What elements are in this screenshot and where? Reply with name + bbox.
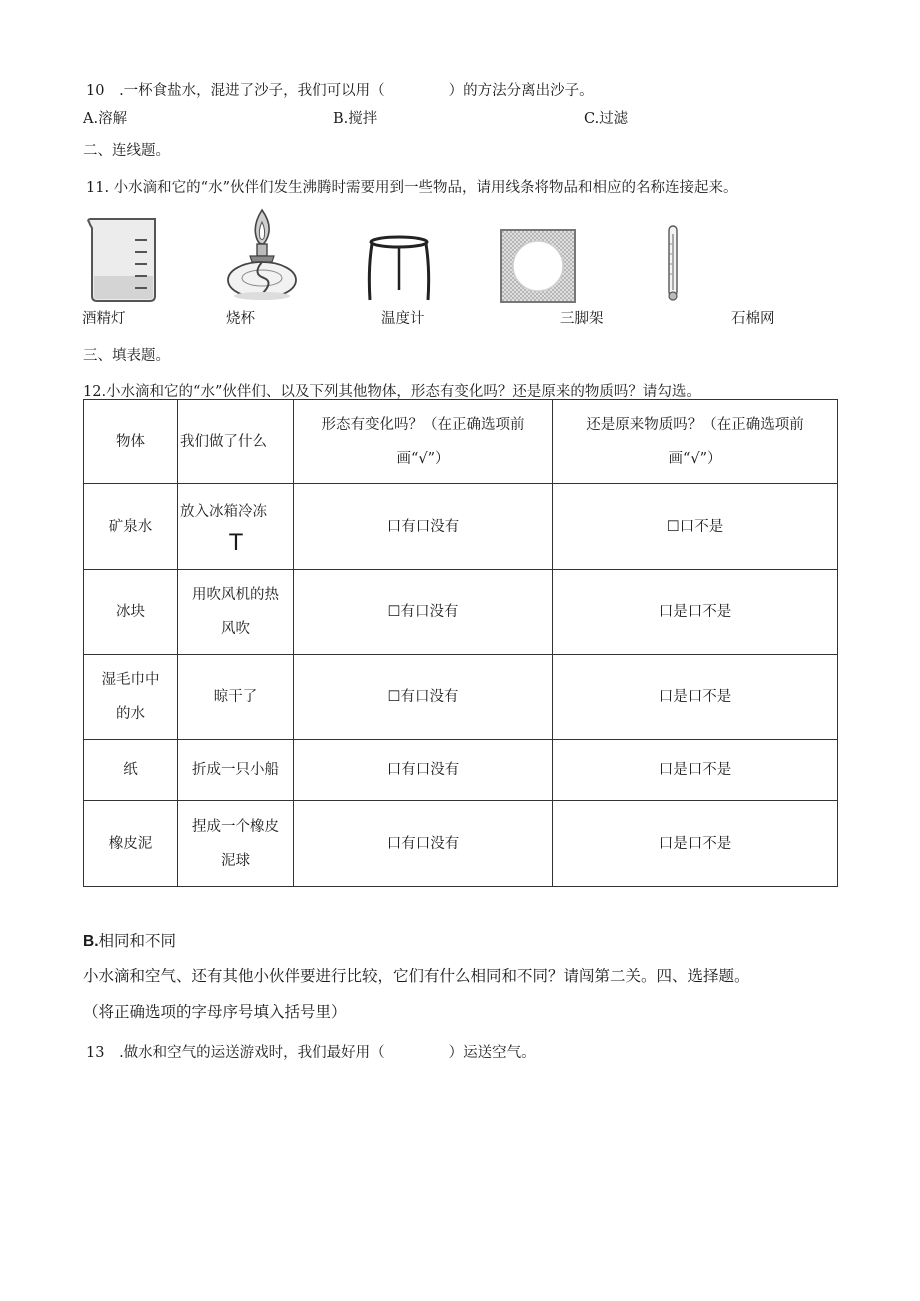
shape-checkboxes[interactable]: 口有口没有 — [294, 801, 553, 887]
table-header-row — [84, 400, 838, 484]
row-action — [178, 484, 294, 570]
question-number: 13 — [86, 1045, 105, 1061]
question-text: .一杯食盐水，混进了沙子，我们可以用（ — [119, 83, 385, 99]
row-action — [178, 801, 294, 887]
row-object: 矿泉水 — [84, 484, 178, 570]
row-object: 纸 — [84, 740, 178, 801]
question-12: 12.小水滴和它的“水”伙伴们、以及下列其他物体，形态有变化吗？还是原来的物质吗？请勾选。 — [83, 384, 701, 400]
table-row — [84, 740, 838, 801]
label-thermometer[interactable]: 温度计 — [381, 311, 425, 327]
table-row — [84, 570, 838, 655]
row-object: 冰块 — [84, 570, 178, 655]
instruction-note: （将正确选项的字母序号填入括号里） — [83, 1003, 347, 1021]
label-tripod[interactable]: 三脚架 — [560, 311, 604, 327]
table-row — [84, 484, 838, 570]
option-c[interactable]: C.过滤 — [584, 111, 629, 127]
question-11: 11. 小水滴和它的“水”伙伴们发生沸腾时需要用到一些物品，请用线条将物品和相应的名称连接起来。 — [86, 180, 738, 196]
section-2-title: 二、连线题。 — [83, 143, 170, 159]
header-object: 物体 — [84, 400, 178, 484]
row-object: 橡皮泥 — [84, 801, 178, 887]
shape-checkboxes[interactable]: 口有口没有 — [294, 484, 553, 570]
question-10 — [86, 79, 594, 100]
option-a[interactable]: A.溶解 — [83, 111, 128, 127]
substance-checkboxes[interactable]: 口是口不是 — [553, 740, 838, 801]
header-substance-line2: 画“√”） — [668, 450, 722, 467]
row-action-line2: 泥球 — [221, 852, 250, 869]
section-b-title — [83, 929, 176, 951]
question-text: .做水和空气的运送游戏时，我们最好用（ — [119, 1045, 385, 1061]
beaker-icon[interactable] — [85, 216, 163, 304]
row-action-line1: 用吹风机的热 — [192, 587, 279, 603]
shape-checkboxes[interactable]: ☐有口没有 — [294, 655, 553, 740]
header-substance — [553, 400, 838, 484]
table-row — [84, 655, 838, 740]
question-text-end: ）运送空气。 — [448, 1045, 536, 1061]
shape-checkboxes[interactable]: 口有口没有 — [294, 740, 553, 801]
row-object-line1: 湿毛巾中 — [101, 672, 160, 688]
question-13 — [86, 1041, 536, 1062]
section-b-label: B. — [83, 933, 99, 950]
row-action-line1: 捏成一个橡皮 — [192, 818, 279, 835]
row-action-line2: T — [229, 530, 243, 556]
label-wire-gauze[interactable]: 石棉网 — [731, 311, 775, 327]
header-shape — [294, 400, 553, 484]
row-action-line1: 放入冰箱冷冻 — [180, 503, 267, 520]
substance-checkboxes[interactable]: ☐口不是 — [553, 484, 838, 570]
substance-checkboxes[interactable]: 口是口不是 — [553, 570, 838, 655]
substance-checkboxes[interactable]: 口是口不是 — [553, 655, 838, 740]
label-alcohol-lamp[interactable]: 酒精灯 — [82, 311, 126, 327]
section-3-title: 三、填表题。 — [83, 348, 170, 364]
row-action: 折成一只小船 — [178, 740, 294, 801]
header-shape-line2: 画“√”） — [396, 450, 450, 467]
answer-table — [83, 399, 838, 887]
table-row — [84, 801, 838, 887]
option-b[interactable]: B.搅拌 — [333, 111, 378, 127]
thermometer-icon[interactable] — [665, 224, 681, 304]
substance-checkboxes[interactable]: 口是口不是 — [553, 801, 838, 887]
question-text-end: ）的方法分离出沙子。 — [448, 83, 594, 99]
row-object-line2: 的水 — [116, 706, 145, 722]
row-action: 晾干了 — [178, 655, 294, 740]
header-substance-line1: 还是原来物质吗？（在正确选项前 — [586, 416, 804, 433]
shape-checkboxes[interactable]: ☐有口没有 — [294, 570, 553, 655]
row-action-line2: 风吹 — [221, 621, 250, 637]
alcohol-lamp-icon[interactable] — [222, 206, 302, 302]
row-action — [178, 570, 294, 655]
section-b-text: 相同和不同 — [98, 932, 177, 950]
question-number: 10 — [86, 83, 105, 99]
wire-gauze-icon[interactable] — [499, 228, 577, 304]
section-b-intro: 小水滴和空气、还有其他小伙伴要进行比较，它们有什么相同和不同？请闯第二关。四、选择题。 — [83, 967, 750, 985]
tripod-icon[interactable] — [364, 234, 434, 304]
header-action: 我们做了什么 — [178, 400, 294, 484]
row-object — [84, 655, 178, 740]
header-shape-line1: 形态有变化吗？（在正确选项前 — [321, 416, 525, 433]
label-beaker[interactable]: 烧杯 — [226, 311, 255, 327]
